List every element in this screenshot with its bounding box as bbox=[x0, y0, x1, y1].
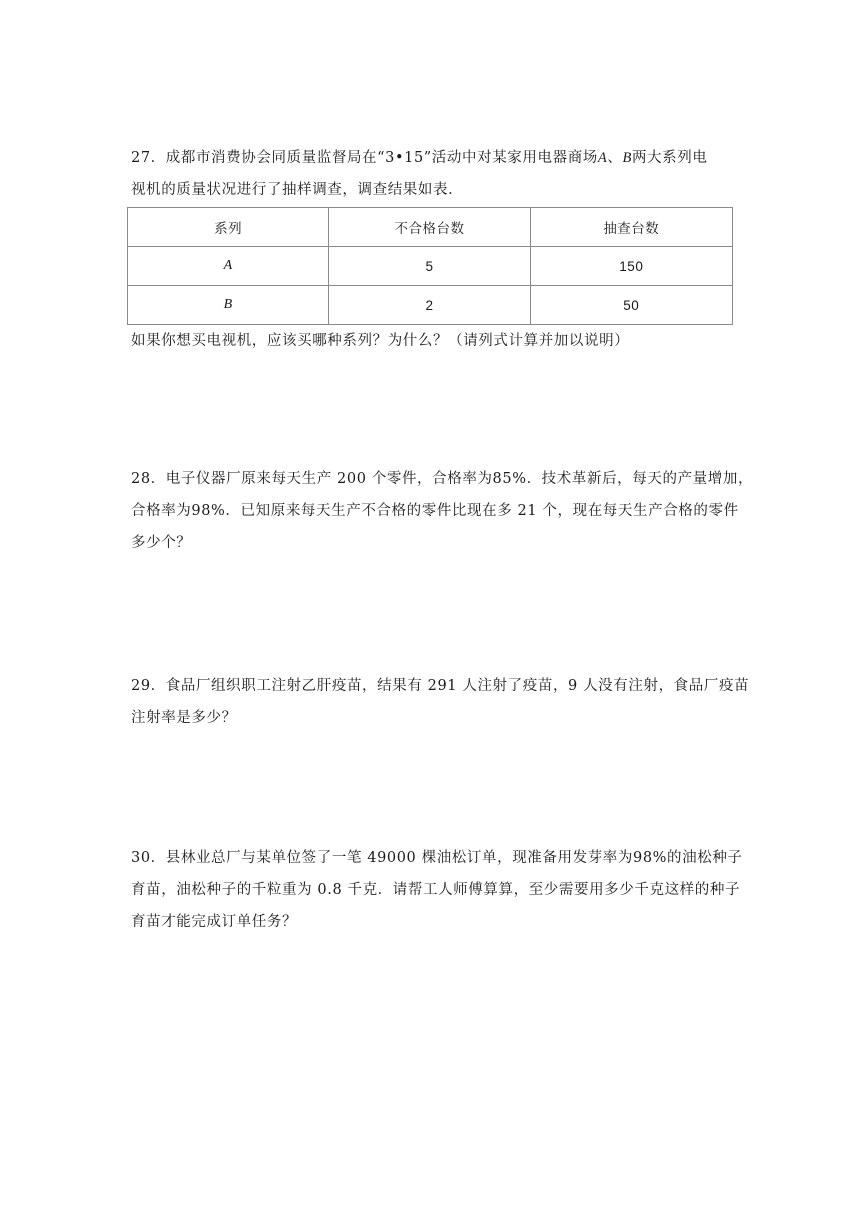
problem-27-text-a: 27．成都市消费协会同质量监督局在“3•15”活动中对某家用电器商场 bbox=[131, 150, 598, 166]
problem-28-line-1: 28．电子仪器厂原来每天生产 200 个零件，合格率为85%．技术革新后，每天的产量增加， bbox=[131, 471, 754, 487]
header-defective: 不合格台数 bbox=[329, 208, 530, 247]
problem-27-line-1 bbox=[131, 142, 735, 174]
table-header-row bbox=[128, 208, 733, 247]
problem-27-question: 如果你想买电视机，应该买哪种系列？为什么？（请列式计算并加以说明） bbox=[131, 333, 630, 349]
header-sampled: 抽查台数 bbox=[530, 208, 732, 247]
problem-27-text-b: 、 bbox=[607, 150, 623, 166]
series-cell: B bbox=[128, 286, 329, 325]
problem-30 bbox=[131, 842, 743, 938]
variable-b: B bbox=[622, 150, 632, 166]
header-series: 系列 bbox=[128, 208, 329, 247]
survey-table bbox=[127, 207, 733, 325]
sampled-cell: 50 bbox=[530, 286, 732, 325]
sampled-cell: 150 bbox=[530, 247, 732, 286]
series-cell: A bbox=[128, 247, 329, 286]
defective-cell: 2 bbox=[329, 286, 530, 325]
table-row bbox=[128, 247, 733, 286]
problem-27 bbox=[131, 142, 735, 206]
problem-27-line-2: 视机的质量状况进行了抽样调查，调查结果如表． bbox=[131, 182, 464, 198]
problem-29 bbox=[131, 670, 750, 734]
problem-30-line-2: 育苗，油松种子的千粒重为 0.8 千克．请帮工人师傅算算，至少需要用多少千克这样的种子 bbox=[131, 882, 741, 898]
table-row bbox=[128, 286, 733, 325]
problem-28 bbox=[131, 463, 754, 559]
problem-28-line-3: 多少个？ bbox=[131, 535, 192, 551]
problem-30-line-1: 30．县林业总厂与某单位签了一笔 49000 棵油松订单，现准备用发芽率为98%的油松种子 bbox=[131, 850, 743, 866]
problem-29-line-2: 注射率是多少？ bbox=[131, 710, 237, 726]
variable-a: A bbox=[597, 150, 608, 166]
problem-30-line-3: 育苗才能完成订单任务？ bbox=[131, 914, 298, 930]
problem-29-line-1: 29．食品厂组织职工注射乙肝疫苗，结果有 291 人注射了疫苗，9 人没有注射，食品厂疫苗 bbox=[131, 678, 750, 694]
problem-27-text-c: 两大系列电 bbox=[631, 150, 708, 166]
defective-cell: 5 bbox=[329, 247, 530, 286]
problem-28-line-2: 合格率为98%．已知原来每天生产不合格的零件比现在多 21 个，现在每天生产合格的零件 bbox=[131, 503, 739, 519]
